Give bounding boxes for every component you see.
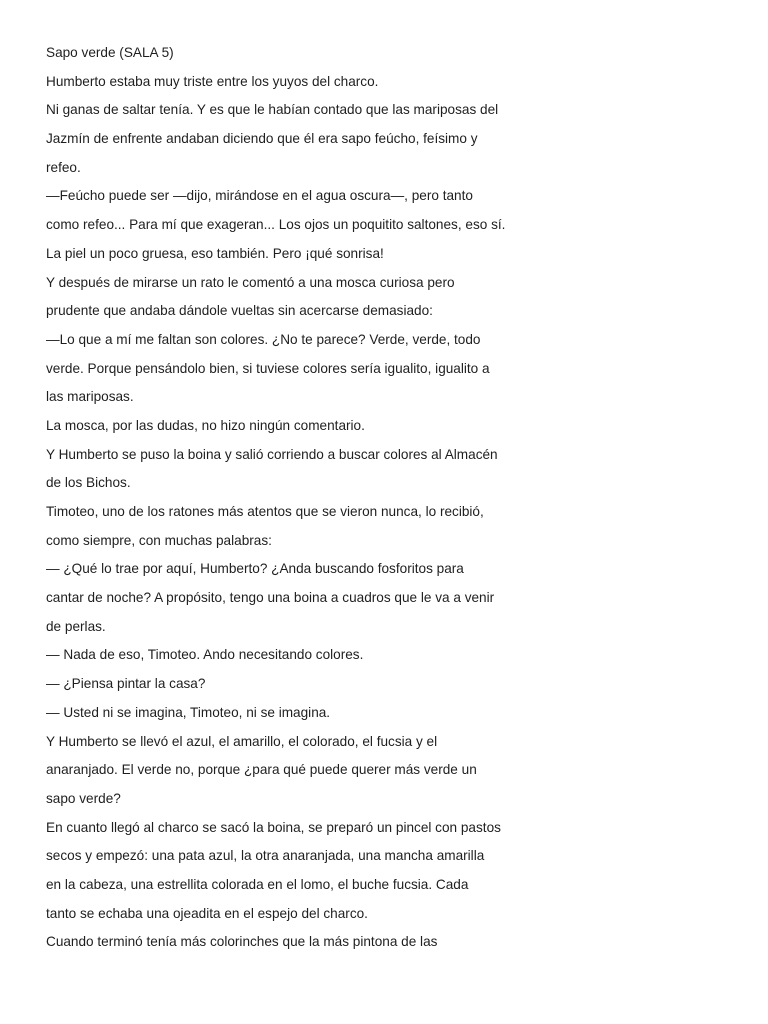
text-line: —Feúcho puede ser —dijo, mirándose en el agua oscura—, pero tanto	[46, 188, 473, 204]
text-line: secos y empezó: una pata azul, la otra anaranjada, una mancha amarilla	[46, 848, 485, 864]
text-line: cantar de noche? A propósito, tengo una boina a cuadros que le va a venir	[46, 590, 495, 606]
text-line: En cuanto llegó al charco se sacó la boina, se preparó un pincel con pastos	[46, 819, 501, 835]
text-line: como refeo... Para mí que exageran... Los ojos un poquitito saltones, eso sí.	[46, 217, 506, 233]
text-line: sapo verde?	[46, 790, 121, 806]
text-line: Jazmín de enfrente andaban diciendo que él era sapo feúcho, feísimo y	[46, 131, 478, 147]
text-line: — ¿Qué lo trae por aquí, Humberto? ¿Anda buscando fosforitos para	[46, 561, 464, 577]
text-line: de los Bichos.	[46, 475, 131, 491]
text-line: Humberto estaba muy triste entre los yuyos del charco.	[46, 73, 379, 89]
text-line: como siempre, con muchas palabras:	[46, 532, 272, 548]
text-line: de perlas.	[46, 618, 106, 634]
text-line: en la cabeza, una estrellita colorada en el lomo, el buche fucsia. Cada	[46, 876, 469, 892]
text-line: — Nada de eso, Timoteo. Ando necesitando colores.	[46, 647, 364, 663]
text-line: Y Humberto se llevó el azul, el amarillo, el colorado, el fucsia y el	[46, 733, 438, 749]
text-line: La mosca, por las dudas, no hizo ningún comentario.	[46, 417, 365, 433]
text-line: Ni ganas de saltar tenía. Y es que le habían contado que las mariposas del	[46, 102, 499, 118]
text-line: Cuando terminó tenía más colorinches que la más pintona de las	[46, 934, 438, 950]
story-text	[46, 42, 736, 960]
text-line: las mariposas.	[46, 389, 134, 405]
text-line: La piel un poco gruesa, eso también. Pero ¡qué sonrisa!	[46, 245, 384, 261]
text-line: tanto se echaba una ojeadita en el espejo del charco.	[46, 905, 368, 921]
text-line: refeo.	[46, 159, 81, 175]
text-line: — ¿Piensa pintar la casa?	[46, 676, 206, 692]
text-line: Timoteo, uno de los ratones más atentos que se vieron nunca, lo recibió,	[46, 504, 484, 519]
text-line: Y después de mirarse un rato le comentó a una mosca curiosa pero	[46, 274, 455, 290]
document-title: Sapo verde (SALA 5)	[46, 45, 174, 60]
text-line: — Usted ni se imagina, Timoteo, ni se imagina.	[46, 704, 331, 720]
text-line: verde. Porque pensándolo bien, si tuviese colores sería igualito, igualito a	[46, 360, 490, 376]
text-line: Y Humberto se puso la boina y salió corriendo a buscar colores al Almacén	[46, 446, 498, 462]
text-line: anaranjado. El verde no, porque ¿para qué puede querer más verde un	[46, 762, 477, 778]
text-line: —Lo que a mí me faltan son colores. ¿No te parece? Verde, verde, todo	[46, 331, 481, 347]
text-line: prudente que andaba dándole vueltas sin acercarse demasiado:	[46, 303, 433, 319]
